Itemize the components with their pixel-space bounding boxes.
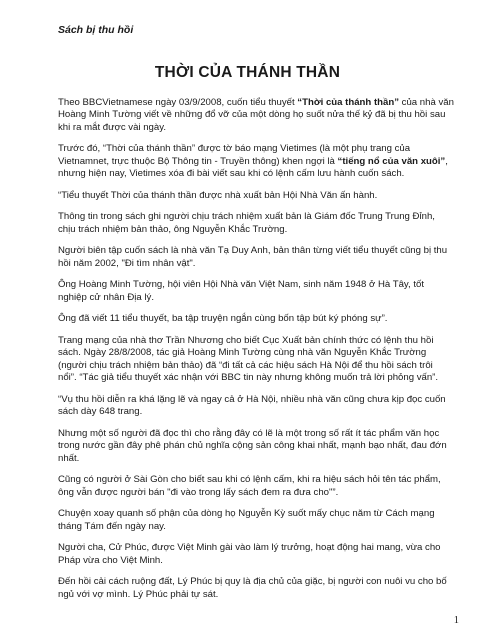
paragraph <box>58 190 454 202</box>
text-run: Cũng có người ở Sài Gòn cho biết sau khi có lệnh cấm, khi ra hiệu sách hỏi tên tác phẩm, ông vẫn được người bán "đi vào trong lấy sách đem ra đưa cho"”. <box>58 474 441 498</box>
paragraph <box>58 576 454 601</box>
paragraph <box>58 143 454 180</box>
text-run: Trước đó, “Thời của thánh thần” được tờ báo mạng Vietimes (là một phụ trang của Vietnamnet, trực thuộc Bộ Thông tin - Truyền thông) khen ngợi là <box>58 143 411 167</box>
paragraph <box>58 474 454 499</box>
text-run: Theo BBCVietnamese ngày 03/9/2008, cuốn tiểu thuyết <box>58 97 298 108</box>
text-run: của nhà văn Hoàng Minh Tường viết về những đổ vỡ của một dòng họ suốt nửa thế kỷ đã bị thu hồi sau khi ra mắt được vài ngày. <box>58 97 454 133</box>
document-title: THỜI CỦA THÁNH THẦN <box>154 64 341 81</box>
text-run: Người biên tập cuốn sách là nhà văn Tạ Duy Anh, bản thân từng viết tiểu thuyết cũng bị thu hồi năm 2002, "Đi tìm nhân vật". <box>58 245 448 269</box>
text-run: Thông tin trong sách ghi người chịu trách nhiệm xuất bản là Giám đốc Trung Trung Đỉnh, chịu trách nhiệm bản thảo, ông Nguyễn Khắc Trường. <box>58 211 435 235</box>
paragraph <box>58 542 454 567</box>
paragraph <box>58 97 454 134</box>
paragraph <box>58 313 454 325</box>
text-run: Ông đã viết 11 tiểu thuyết, ba tập truyện ngắn cùng bốn tập bút ký phóng sự”. <box>58 313 388 325</box>
article-body <box>58 97 454 610</box>
text-run: Chuyện xoay quanh số phận của dòng họ Nguyễn Kỳ suốt mấy chục năm từ Cách mạng tháng Tám đến ngày nay. <box>58 508 435 532</box>
paragraph <box>58 508 454 533</box>
emphasized-text: “tiếng nổ của văn xuôi” <box>337 155 446 167</box>
paragraph <box>58 394 454 419</box>
page-number: 1 <box>453 615 459 626</box>
text-run: Ông Hoàng Minh Tường, hội viên Hội Nhà văn Việt Nam, sinh năm 1948 ở Hà Tây, tốt nghiệp cử nhân Địa lý. <box>58 279 424 303</box>
text-run: “Tiểu thuyết Thời của thánh thần được nhà xuất bản Hội Nhà Văn ấn hành. <box>58 189 378 201</box>
paragraph <box>58 279 454 304</box>
text-run: Người cha, Cử Phúc, được Việt Minh gài vào làm lý trưởng, hoạt động hai mang, vừa cho Pháp vừa cho Việt Minh. <box>58 542 441 566</box>
paragraph <box>58 245 454 270</box>
paragraph <box>58 211 454 236</box>
text-run: , nhưng hiện nay, Vietimes xóa đi bài viết sau khi có lệnh cấm lưu hành cuốn sách. <box>58 155 448 180</box>
section-label: Sách bị thu hồi <box>58 24 134 36</box>
emphasized-text: “Thời của thánh thần” <box>297 97 399 108</box>
text-run: Nhưng một số người đã đọc thì cho rằng đây có lẽ là một trong số rất ít tác phẩm văn học trong nước gần đây phê phán chủ nghĩa cộng sản công khai nhất, mạnh bạo nhất, đau đớn nhất. <box>58 427 447 464</box>
text-run: Đến hồi cải cách ruộng đất, Lý Phúc bị quy là địa chủ của giặc, bị người con nuôi vu cho bố ngủ với vợ mình. Lý Phúc phải tự sát. <box>58 576 447 600</box>
paragraph <box>58 335 454 385</box>
paragraph <box>58 428 454 465</box>
text-run: “Vụ thu hồi diễn ra khá lặng lẽ và ngay cả ở Hà Nội, nhiều nhà văn cũng chưa kịp đọc cuốn sách dày 648 trang. <box>58 393 446 418</box>
text-run: Trang mạng của nhà thơ Trần Nhương cho biết Cục Xuất bản chính thức có lệnh thu hồi sách. Ngày 28/8/2008, tác giả Hoàng Minh Tường cùng nhà văn Nguyễn Khắc Trường (người chịu trách nhiệm bản thảo) đã “đi tất cả các hiệu sách Hà Nội để thu hồi sách trôi nổi”. “Tác giả tiểu thuyết xác nhận với BBC tin này nhưng không muốn trả lời phỏng vấn”. <box>58 335 439 384</box>
